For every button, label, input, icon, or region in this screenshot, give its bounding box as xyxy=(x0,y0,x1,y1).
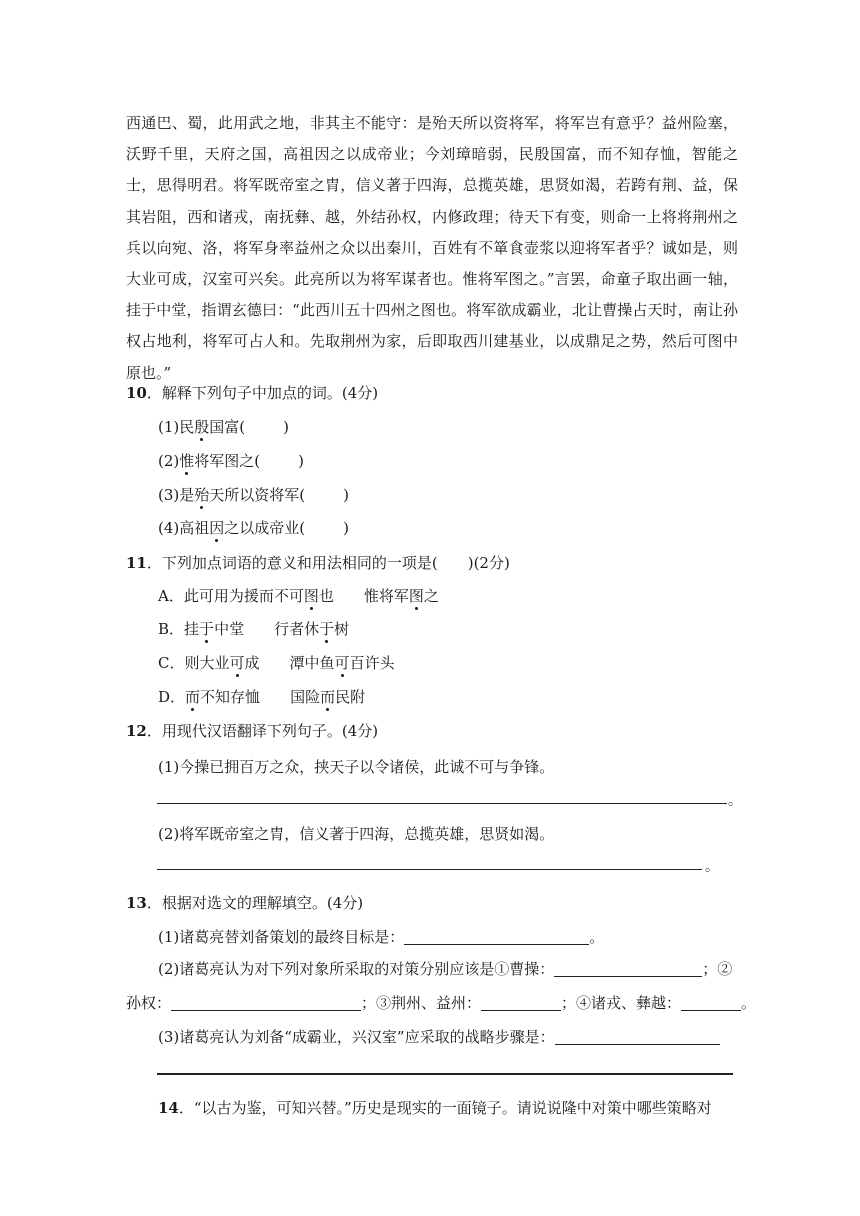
dotted-word: 殆 xyxy=(194,486,210,504)
dotted-word: 图 xyxy=(408,587,424,605)
answer-blank[interactable] xyxy=(481,1009,561,1011)
dotted-word: 图 xyxy=(303,587,319,605)
dotted-word: 于 xyxy=(199,620,215,638)
answer-line[interactable] xyxy=(157,1073,733,1075)
dotted-word: 可 xyxy=(229,654,245,672)
answer-line[interactable] xyxy=(157,803,727,804)
question-number: 12 xyxy=(126,722,147,740)
question-number: 14 xyxy=(158,1099,179,1117)
question-11 xyxy=(126,552,746,573)
q12-sentence-2: (2)将军既帝室之胄，信义著于四海，总揽英雄，思贤如渴。 xyxy=(158,825,555,843)
q13-item-1: (1)诸葛亮替刘备策划的最终目标是： 。 xyxy=(158,928,605,946)
q11-option-d: D．而不知存恤 国险而民附 xyxy=(158,688,366,706)
q11-option-b: B．挂于中堂 行者休于树 xyxy=(158,620,350,638)
question-10 xyxy=(126,382,746,403)
dotted-word: 于 xyxy=(319,620,335,638)
q13-item-3: (3)诸葛亮认为刘备“成霸业，兴汉室”应采取的战略步骤是： xyxy=(158,1026,778,1047)
dotted-word: 惟 xyxy=(179,452,195,470)
q10-item-1: (1)民殷国富( ) xyxy=(158,418,289,436)
q13-item-2: (2)诸葛亮认为对下列对象所采取的对策分别应该是①曹操： ；② xyxy=(158,960,733,978)
question-stem: ．根据对选文的理解填空。(4分) xyxy=(146,894,364,912)
question-number: 10 xyxy=(126,384,147,402)
answer-blank[interactable] xyxy=(681,1009,741,1011)
dotted-word: 而 xyxy=(185,688,201,706)
question-stem: ．下列加点词语的意义和用法相同的一项是( )(2分) xyxy=(146,554,510,572)
q11-option-c: C．则大业可成 潭中鱼可百许头 xyxy=(158,654,395,672)
q13-item-2-cont: 孙权： ；③荆州、益州： ；④诸戎、彝越： 。 xyxy=(126,994,757,1012)
passage-text: 西通巴、蜀，此用武之地，非其主不能守：是殆天所以资将军，将军岂有意乎？益州险塞，沃野千里，天府之国，高祖因之以成帝业；今刘璋暗弱，民殷国富，而不知存恤，智能之士，思得明君。将军既帝室之胄，信义著于四海，总揽英雄，思贤如渴，若跨有荆、益，保其岩阻，西和诸戎，南抚彝、越，外结孙权，内修政理；待天下有变，则命一上将将荆州之兵以向宛、洛，将军身率益州之众以出秦川，百姓有不箪食壶浆以迎将军者乎？诚如是，则大业可成，汉室可兴矣。此亮所以为将军谋者也。惟将军图之。”言罢，命童子取出画一轴，挂于中堂，指谓玄德曰：“此西川五十四州之图也。将军欲成霸业，北让曹操占天时，南让孙权占地利，将军可占人和。先取荆州为家，后即取西川建基业，以成鼎足之势，然后可图中原也。” xyxy=(126,114,738,382)
question-number: 11 xyxy=(126,554,147,572)
question-12 xyxy=(126,720,746,741)
exam-page: 西通巴、蜀，此用武之地，非其主不能守：是殆天所以资将军，将军岂有意乎？益州险塞，沃野千里，天府之国，高祖因之以成帝业；今刘璋暗弱，民殷国富，而不知存恤，智能之士，思得明君。将军既帝室之胄，信义著于四海，总揽英雄，思贤如渴，若跨有荆、益，保其岩阻，西和诸戎，南抚彝、越，外结孙权，内修政理；待天下有变，则命一上将将荆州之兵以向宛、洛，将军身率益州之众以出秦川，百姓有不箪食壶浆以迎将军者乎？诚如是，则大业可成，汉室可兴矣。此亮所以为将军谋者也。惟将军图之。”言罢，命童子取出画一轴，挂于中堂，指谓玄德曰：“此西川五十四州之图也。将军欲成霸业，北让曹操占天时，南让孙权占地利，将军可占人和。先取荆州为家，后即取西川建基业，以成鼎足之势，然后可图中原也。” 10．解释下列句子中加点的词。(4分) (1)民殷国富( ) (2)惟将军图之( ) (3)是殆天所以资将军( ) (4)高祖因之以成帝业( ) 11．下列加点词语的意义和用法相同的一项是( )(2分) A．此可用为援而不可图也 惟将军图之 B．挂于中堂 行者休于树 C．则大业可成 潭中鱼可百许头 D．而不知存恤 国险而民附 12．用现代汉语翻译下列句子。(4分) (1)今操已拥百万之众，挟天子以令诸侯，此诚不可与争锋。 。 (2)将军既帝室之胄，信义著于四海，总揽英雄，思贤如渴。 。 13．根据对选文的理解填空。(4分) (1)诸葛亮替刘备策划的最终目标是： 。 (2)诸葛亮认为对下列对象所采取的对策分别应该是①曹操： ；② 孙权： ；③荆州、益州： ；④诸戎、彝越： 。 (3)诸葛亮认为刘备“成霸业，兴汉室”应采取的战略步骤是： 14．“以古为鉴，可知兴替。”历史是现实的一面镜子。请说说隆中对策中哪些策略对 xyxy=(0,0,860,1216)
answer-blank[interactable] xyxy=(554,975,702,977)
q10-item-4: (4)高祖因之以成帝业( ) xyxy=(158,519,349,537)
answer-line[interactable] xyxy=(157,869,702,870)
question-stem: ．“以古为鉴，可知兴替。”历史是现实的一面镜子。请说说隆中对策中哪些策略对 xyxy=(178,1099,712,1117)
q11-option-a: A．此可用为援而不可图也 惟将军图之 xyxy=(158,587,439,605)
question-stem: ．用现代汉语翻译下列句子。(4分) xyxy=(146,722,379,740)
answer-blank[interactable] xyxy=(555,1043,720,1045)
q10-item-2: (2)惟将军图之( ) xyxy=(158,452,304,470)
question-number: 13 xyxy=(126,894,147,912)
question-14 xyxy=(158,1097,778,1118)
dotted-word: 而 xyxy=(320,688,336,706)
question-stem: ．解释下列句子中加点的词。(4分) xyxy=(146,384,379,402)
dotted-word: 因 xyxy=(209,519,225,537)
question-13 xyxy=(126,892,746,913)
dotted-word: 殷 xyxy=(194,418,210,436)
dotted-word: 可 xyxy=(334,654,350,672)
classical-passage xyxy=(126,108,738,389)
q12-sentence-1: (1)今操已拥百万之众，挟天子以令诸侯，此诚不可与争锋。 xyxy=(158,758,555,776)
answer-blank[interactable] xyxy=(171,1009,361,1011)
answer-blank[interactable] xyxy=(404,943,589,945)
q10-item-3: (3)是殆天所以资将军( ) xyxy=(158,486,349,504)
